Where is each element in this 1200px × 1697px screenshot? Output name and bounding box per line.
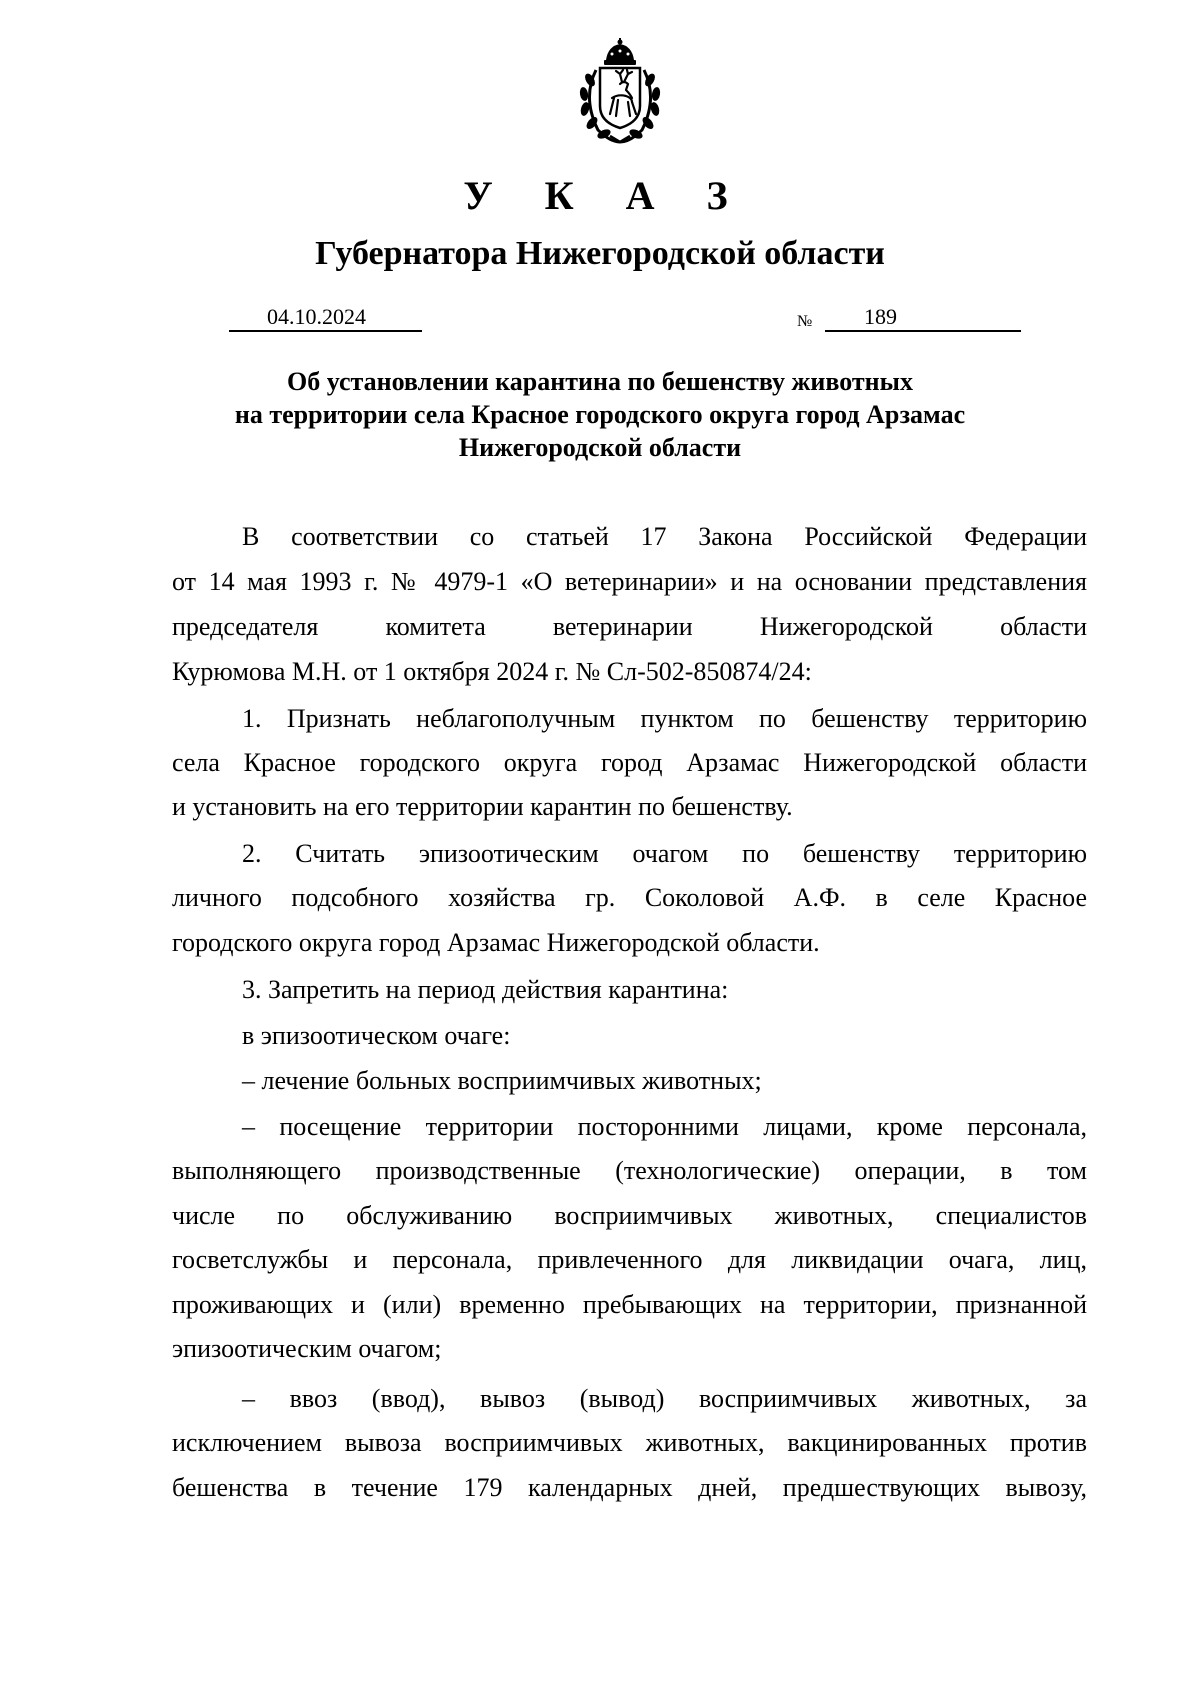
coat-of-arms-icon xyxy=(570,38,670,146)
document-type-heading: У К А З xyxy=(463,173,749,218)
issuer-heading: Губернатора Нижегородской области xyxy=(315,235,885,272)
body-line: числе по обслуживанию восприимчивых животных, специалистов xyxy=(172,1200,1087,1230)
body-line: эпизоотическим очагом; xyxy=(172,1334,442,1363)
document-subject xyxy=(0,365,1200,464)
subject-line: Нижегородской области xyxy=(458,433,742,462)
body-line: села Красное городского округа город Арзамас Нижегородской области xyxy=(172,747,1087,777)
number-sign-label: № xyxy=(797,313,813,330)
body-line: В соответствии со статьей 17 Закона Российской Федерации xyxy=(242,522,1087,551)
body-line: в эпизоотическом очаге: xyxy=(242,1020,511,1050)
body-line: городского округа город Арзамас Нижегородской области. xyxy=(172,927,820,957)
body-line: 3. Запретить на период действия карантина: xyxy=(242,975,729,1004)
document-number-field xyxy=(825,302,1021,332)
body-line: бешенства в течение 179 календарных дней, предшествующих вывозу, xyxy=(172,1472,1087,1502)
body-line: проживающих и (или) временно пребывающих на территории, признанной xyxy=(172,1289,1087,1319)
body-line: – лечение больных восприимчивых животных; xyxy=(242,1066,762,1095)
body-line: – ввоз (ввод), вывоз (вывод) восприимчивых животных, за xyxy=(242,1383,1087,1413)
body-line: исключением вывоза восприимчивых животных, вакцинированных против xyxy=(172,1428,1087,1457)
body-line: 2. Считать эпизоотическим очагом по бешенству территорию xyxy=(242,838,1087,868)
document-date: 04.10.2024 xyxy=(267,304,366,329)
body-line: личного подсобного хозяйства гр. Соколовой А.Ф. в селе Красное xyxy=(172,883,1087,912)
body-line: и установить на его территории карантин по бешенству. xyxy=(172,792,793,821)
subject-line: Об установлении карантина по бешенству животных xyxy=(287,367,913,396)
body-line: 1. Признать неблагополучным пунктом по бешенству территорию xyxy=(242,704,1087,733)
body-line: председателя комитета ветеринарии Нижегородской области xyxy=(172,612,1087,641)
subject-line: на территории села Красное городского округа город Арзамас xyxy=(234,400,966,429)
body-line: – посещение территории посторонними лицами, кроме персонала, xyxy=(242,1111,1087,1141)
body-line: Курюмова М.Н. от 1 октября 2024 г. № Сл-502-850874/24: xyxy=(172,656,812,686)
body-line: от 14 мая 1993 г. № 4979-1 «О ветеринарии» и на основании представления xyxy=(172,566,1087,596)
document-date-field xyxy=(229,302,422,332)
body-line: госветслужбы и персонала, привлеченного для ликвидации очага, лиц, xyxy=(172,1245,1087,1274)
document-number: 189 xyxy=(864,304,897,329)
body-line: выполняющего производственные (технологические) операции, в том xyxy=(172,1156,1087,1185)
document-body xyxy=(172,519,1087,1512)
